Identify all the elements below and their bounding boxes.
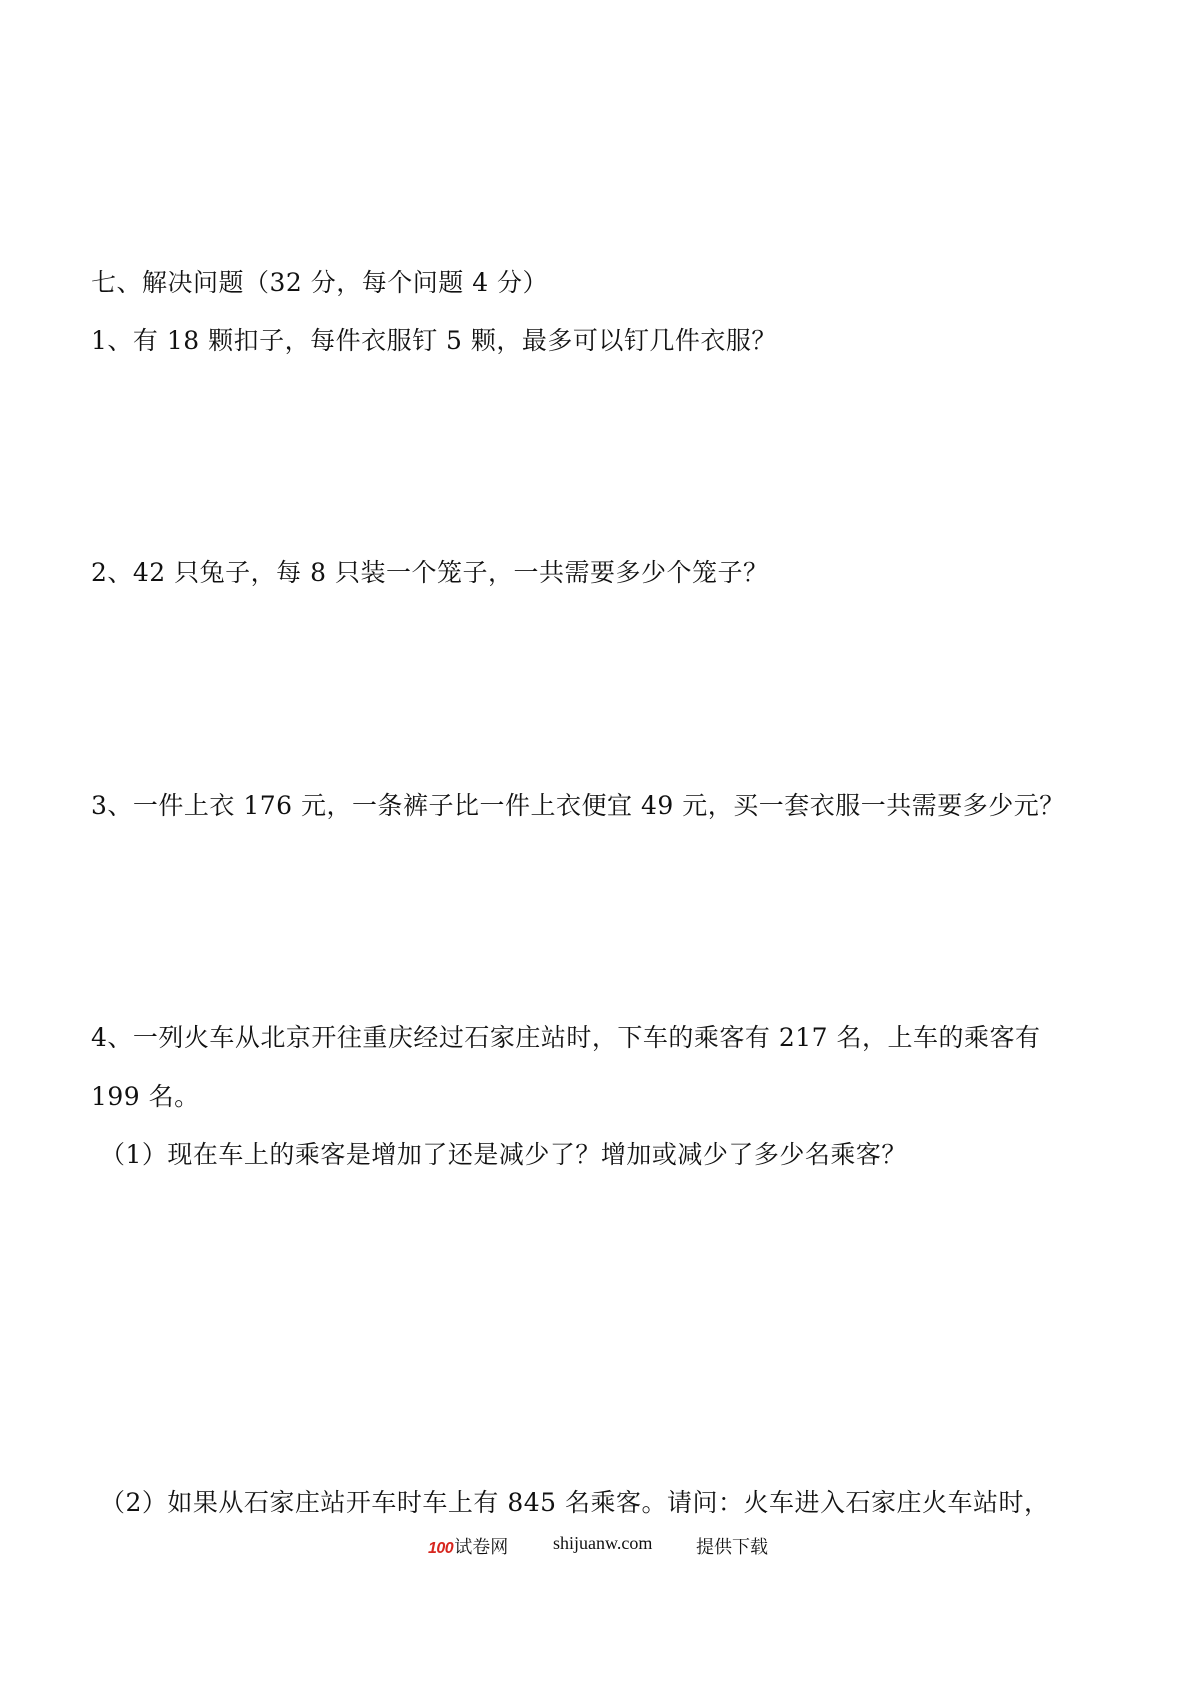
question-1: 1、有 18 颗扣子，每件衣服钉 5 颗，最多可以钉几件衣服？ bbox=[91, 326, 777, 355]
question-4-subquestion-2: （2）如果从石家庄站开车时车上有 845 名乘客。请问：火车进入石家庄火车站时， bbox=[100, 1488, 1050, 1517]
question-4-line-1: 4、一列火车从北京开往重庆经过石家庄站时，下车的乘客有 217 名，上车的乘客有 bbox=[91, 1023, 1041, 1052]
logo-mark-icon: 100 bbox=[428, 1540, 454, 1557]
question-3: 3、一件上衣 176 元，一条裤子比一件上衣便宜 49 元，买一套衣服一共需要多少元？ bbox=[91, 791, 1065, 820]
site-logo bbox=[428, 1533, 508, 1559]
question-4-line-2: 199 名。 bbox=[91, 1082, 200, 1111]
page-footer bbox=[0, 1533, 1191, 1561]
question-2: 2、42 只兔子，每 8 只装一个笼子，一共需要多少个笼子？ bbox=[91, 558, 769, 587]
question-4-subquestion-1: （1）现在车上的乘客是增加了还是减少了？增加或减少了多少名乘客？ bbox=[100, 1140, 907, 1169]
footer-provide-text: 提供下载 bbox=[696, 1537, 768, 1557]
section-heading: 七、解决问题（32 分，每个问题 4 分） bbox=[91, 268, 549, 297]
footer-domain: shijuanw.com bbox=[553, 1533, 653, 1553]
logo-text: 试卷网 bbox=[454, 1537, 509, 1557]
